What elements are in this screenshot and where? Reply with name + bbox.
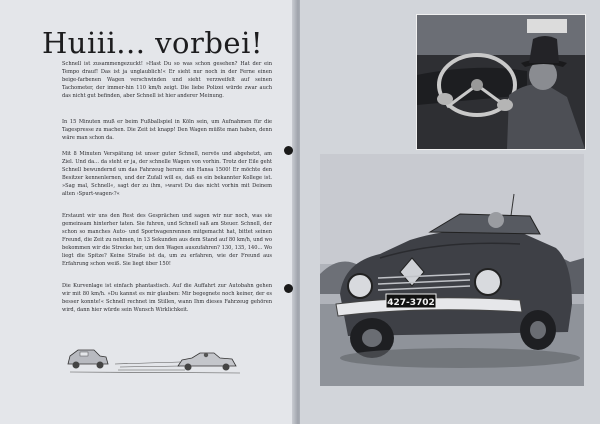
old-car-drawing xyxy=(68,350,108,369)
paragraph-2: In 15 Minuten muß er beim Fußballspiel in Köln sein, um Aufnahmen für die Tagespresse zu machen. Die Zeit ist knapp! Den Wagen müßte man haben, denn wäre man schon da. xyxy=(62,119,272,141)
punch-hole xyxy=(284,284,293,293)
driver-photo xyxy=(416,14,586,150)
license-plate: 427-3702 xyxy=(387,298,435,308)
punch-hole xyxy=(284,146,293,155)
car-sketch-illustration xyxy=(60,340,250,380)
left-page xyxy=(0,0,296,424)
car-photo xyxy=(320,154,584,386)
page-title: Huiii... vorbei! xyxy=(42,26,264,60)
paragraph-5: Die Kurvenlage ist einfach phantastisch. Auf die Auffahrt zur Autobahn gehen wir mit 80 km/h. »Du kannst es mir glauben: Mir begegnete noch keiner, der es besser konnte!« Schnell rechnet im Stillen, wann Ihm dieses Fahrzeug gehören wird, dann hier würde sein Wunsch Wirklichkeit. xyxy=(62,283,272,313)
paragraph-3: Mit 8 Minuten Verspätung ist unser guter Schnell, nervös und abgehetzt, am Ziel. Und da... da steht er ja, der schnelle Wagen von vorhin. Trotz der Eile geht Schnell bewundernd um das Fahrzeug herum: ein Hansa 1500! Er möchte den Besitzer kennenlernen, und der Zufall will es, daß es ein bekannter Kollege ist. »Sag mal, Schnell«, sagt der zu ihm, »warst Du das nicht vorhin mit Deinem alten ›Spurt-wagen‹?« xyxy=(62,151,272,197)
new-car-drawing xyxy=(178,353,236,371)
paragraph-1: Schnell ist zusammengezuckt! »Hast Du so was schon gesehen? Hat der ein Tempo drauf! Das ist ja unglaublich!« Er sieht nur noch in der Ferne einen beige-farbenen Wagen verschwinden und sieht verzweifelt auf seinen Tachometer, der immer-hin 110 km/h zeigt. Die liebe Polizei würde zwar auch das nicht gut befinden, aber Schnell ist hier anderer Meinung. xyxy=(62,61,272,99)
paragraph-4: Erstaunt wir uns den Rest des Gesprächen und sagen wir nur noch, was sie gemeinsam hinterher taten. Sie fuhren, und Schnell saß am Steuer. Schnell, der schon so manches Auto- und Sportwagenrennen mitgemacht hat, bittet seinen Freund, die Zeit zu nehmen, in 13 Sekunden aus dem Stand auf 80 km/h, und wo bekommen wir die Strecke her, um den Wagen auszufahren? 130, 135, 140... Wo liegt die Spitze? Keine Straße ist da, um zu erfahren, wie der Freund aus Erfahrung schon weiß. Sie liegt über 150! xyxy=(62,213,272,267)
